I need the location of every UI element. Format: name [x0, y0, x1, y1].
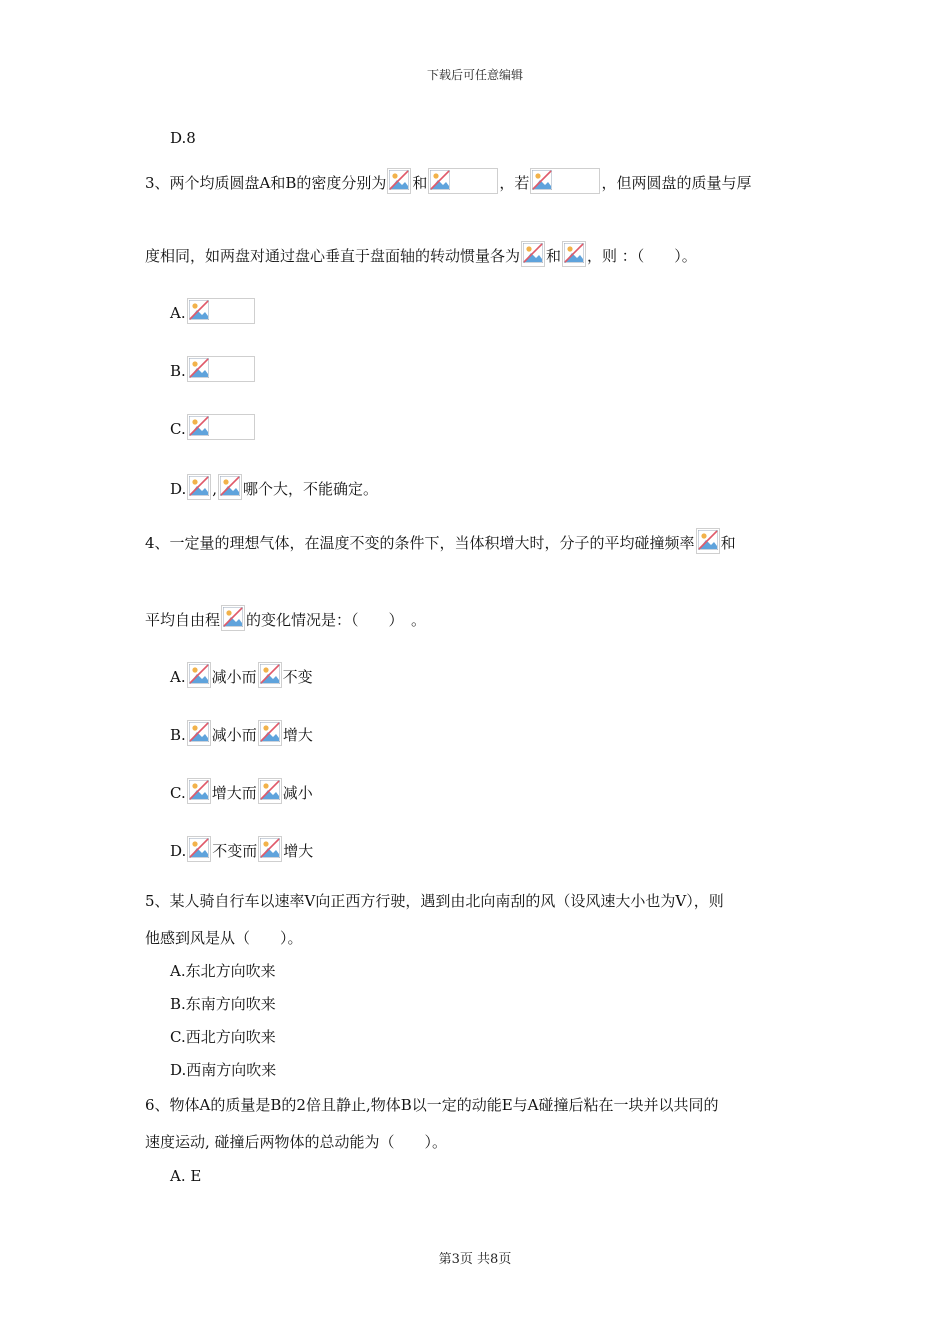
- formula-image-icon: [187, 298, 255, 324]
- q3-text: 度相同，如两盘对通过盘心垂直于盘面轴的转动惯量各为: [145, 247, 521, 265]
- q4-option-d: D. 不变而 增大: [170, 836, 313, 862]
- q3-option-b: B.: [170, 356, 256, 382]
- formula-image-icon: [187, 474, 211, 500]
- q3-text: 和: [412, 174, 428, 192]
- q6-line2: 速度运动, 碰撞后两物体的总动能为（ ）。: [145, 1133, 448, 1151]
- q6-line1: 6、物体A的质量是B的2倍且静止,物体B以一定的动能E与A碰撞后粘在一块并以共同的: [145, 1096, 719, 1114]
- page-footer: 第3页 共8页: [438, 1252, 512, 1267]
- page-header: 下载后可任意编辑: [426, 68, 523, 82]
- q4-text: 和: [720, 534, 736, 552]
- formula-image-icon: [521, 241, 545, 267]
- q4-text: 4、一定量的理想气体，在温度不变的条件下，当体积增大时，分子的平均碰撞频率: [145, 534, 695, 552]
- q3-text: 3、两个均质圆盘A和B的密度分别为: [145, 174, 387, 192]
- formula-image-icon: [187, 662, 211, 688]
- q5-option-b: B.东南方向吹来: [170, 995, 276, 1013]
- q3-option-c: C.: [170, 414, 256, 440]
- formula-image-icon: [258, 836, 282, 862]
- q5-option-c: C.西北方向吹来: [170, 1028, 276, 1046]
- q5-line2: 他感到风是从（ ）。: [145, 929, 303, 947]
- q4-text: 平均自由程: [145, 611, 221, 629]
- formula-image-icon: [258, 720, 282, 746]
- formula-image-icon: [187, 836, 211, 862]
- q3-option-a: A.: [170, 298, 256, 324]
- q4-option-c: C. 增大而 减小: [170, 778, 313, 804]
- q3-text: 和: [546, 247, 562, 265]
- q3-option-d: D. , 哪个大，不能确定。: [170, 474, 378, 500]
- q4-line2: [145, 605, 426, 631]
- prev-option-d: D.8: [170, 129, 196, 147]
- formula-image-icon: [218, 474, 242, 500]
- q5-option-d: D.西南方向吹来: [170, 1061, 277, 1079]
- q5-option-a: A.东北方向吹来: [170, 962, 276, 980]
- q5-line1: 5、某人骑自行车以速率V向正西方行驶，遇到由北向南刮的风（设风速大小也为V），则: [145, 892, 724, 910]
- q3-line2: [145, 241, 697, 267]
- formula-image-icon: [530, 168, 600, 194]
- q4-text: 的变化情况是：（ ） 。: [246, 611, 427, 629]
- q4-option-a: A. 减小而 不变: [170, 662, 313, 688]
- formula-image-icon: [187, 414, 255, 440]
- formula-image-icon: [258, 662, 282, 688]
- q3-text: ，若: [499, 174, 530, 192]
- formula-image-icon: [428, 168, 498, 194]
- q4-option-b: B. 减小而 增大: [170, 720, 313, 746]
- formula-image-icon: [562, 241, 586, 267]
- formula-image-icon: [258, 778, 282, 804]
- q4-line1: [145, 528, 736, 554]
- formula-image-icon: [387, 168, 411, 194]
- formula-image-icon: [187, 356, 255, 382]
- formula-image-icon: [696, 528, 720, 554]
- formula-image-icon: [221, 605, 245, 631]
- q3-text: ，则 ：（ ）。: [587, 247, 697, 265]
- q3-line1: [145, 168, 751, 194]
- q3-text: ，但两圆盘的质量与厚: [601, 174, 752, 192]
- formula-image-icon: [187, 778, 211, 804]
- formula-image-icon: [187, 720, 211, 746]
- q6-option-a: A. E: [170, 1167, 202, 1185]
